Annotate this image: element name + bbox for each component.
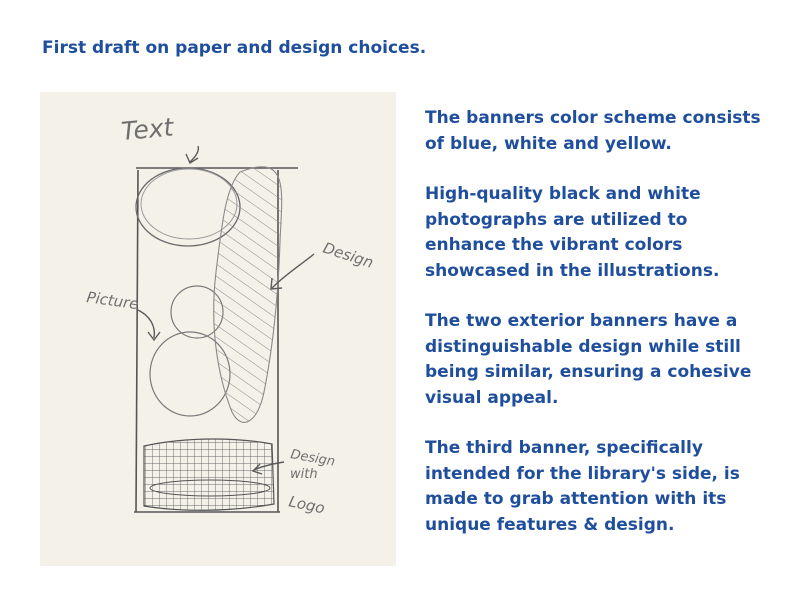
note-third-banner: The third banner, specifically intended for the library's side, is made to grab attention with its unique features & design. — [425, 438, 740, 535]
note-exterior-banners: The two exterior banners have a distinguishable design while still being similar, ensuring a cohesive visual appeal. — [425, 311, 752, 408]
page-title: First draft on paper and design choices. — [42, 38, 427, 58]
label-design: Design — [320, 238, 376, 272]
label-text: Text — [119, 112, 175, 146]
logo-grid-area — [144, 439, 274, 510]
label-design-with-logo-line1: Design — [289, 447, 337, 470]
design-hatched-area — [214, 167, 282, 423]
note-color-scheme: The banners color scheme consists of blue, white and yellow. — [425, 108, 761, 154]
banner-sketch-drawing — [40, 92, 396, 566]
label-design-with-logo-line2: with — [290, 467, 318, 482]
label-design-with-logo-line3: Logo — [287, 492, 327, 518]
design-notes — [425, 106, 770, 563]
note-photographs: High-quality black and white photographs are utilized to enhance the vibrant colors showcased in the illustrations. — [425, 184, 720, 281]
paper-sketch — [40, 92, 396, 566]
label-picture: Picture — [85, 288, 140, 314]
